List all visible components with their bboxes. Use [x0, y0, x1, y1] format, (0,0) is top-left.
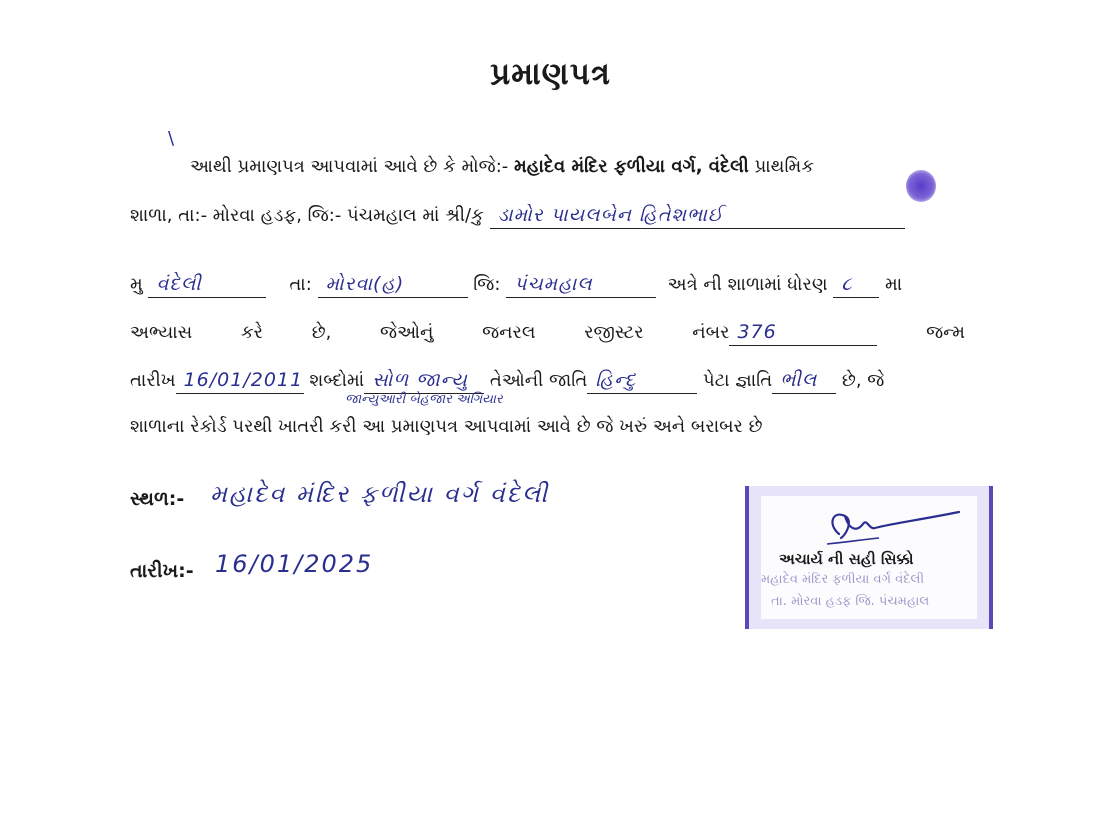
- certificate-title: પ્રમાણપત્ર: [490, 56, 611, 92]
- dob-words-field: [364, 367, 484, 394]
- dob-label: તારીખ: [130, 370, 176, 391]
- intro-text: આથી પ્રમાણપત્ર આપવામાં આવે છે કે મોજે:-: [190, 156, 509, 177]
- caste-label: તેઓની જાતિ: [489, 370, 588, 391]
- date-value: 16/01/2025: [215, 550, 374, 578]
- stamp-faint-line-1: મહાદેવ મંદિર ફળીયા વર્ગ વંદેલી: [761, 572, 925, 587]
- school-text: અત્રે ની શાળામાં ધોરણ: [667, 274, 828, 295]
- word-3: છે,: [311, 322, 332, 343]
- pen-tick-mark: \: [168, 128, 175, 149]
- word-4: જેઓનું: [380, 322, 434, 343]
- district: પંચમહાલ: [514, 273, 593, 295]
- place-label: સ્થળ:-: [130, 488, 185, 510]
- district-field: [506, 271, 656, 298]
- district-label: જિ:: [473, 274, 501, 295]
- ma-label: મા: [885, 274, 903, 295]
- taluka-field: [318, 271, 468, 298]
- student-name-field: [490, 202, 905, 229]
- standard: ૮: [841, 273, 853, 295]
- janm-label: જન્મ: [926, 322, 965, 343]
- dob-words: સોળ જાન્યુ: [372, 369, 468, 391]
- dob: 16/01/2011: [183, 369, 304, 391]
- caste-field: [587, 367, 697, 394]
- line-address: [130, 268, 970, 302]
- subcaste-label: પેટા જ્ઞાતિ: [703, 370, 773, 391]
- taluka: મોરવા(હ): [325, 273, 405, 295]
- line-intro: [190, 150, 1030, 184]
- line-register: [130, 316, 970, 350]
- birth-line-end: છે, જે: [841, 370, 885, 391]
- student-name: ડામોર પાયલબેન હિતેશભાઈ: [497, 204, 724, 226]
- dob-field: [176, 367, 304, 394]
- register-number: 376: [737, 321, 777, 343]
- line-birth: [130, 364, 970, 398]
- word-5: જનરલ: [482, 322, 536, 343]
- dob-words-label: શબ્દોમાં: [309, 370, 365, 391]
- dob-words-note: જાન્યુઆરી બેહજાર અગિયાર: [345, 392, 503, 407]
- register-number-field: [729, 319, 877, 346]
- village: વંદેલી: [156, 273, 202, 295]
- word-1: અભ્યાસ: [130, 322, 193, 343]
- stamp-faint-line-2: તા. મોરવા હડફ જિ. પંચમહાલ: [771, 594, 930, 609]
- place-value: મહાદેવ મંદિર ફળીયા વર્ગ વંદેલી: [210, 480, 550, 508]
- location-text: શાળા, તા:- મોરવા હડફ, જિ:- પંચમહાલ માં શ્રી/કુ: [130, 205, 484, 226]
- line-declaration: શાળાના રેકોર્ડ પરથી ખાતરી કરી આ પ્રમાણપત્ર આપવામાં આવે છે જે ખરું અને બરાબર છે: [130, 416, 763, 437]
- word-7: નંબર: [692, 322, 730, 343]
- date-label: તારીખ:-: [130, 560, 194, 582]
- school-name: મહાદેવ મંદિર ફળીયા વર્ગ, વંદેલી: [514, 156, 749, 177]
- word-2: કરે: [240, 322, 263, 343]
- subcaste-field: [772, 367, 836, 394]
- std-field: [833, 271, 879, 298]
- subcaste: ભીલ: [780, 369, 818, 391]
- village-field: [148, 271, 266, 298]
- principal-signature: [819, 504, 969, 548]
- school-type: પ્રાથમિક: [754, 156, 814, 177]
- principal-stamp: [745, 486, 993, 629]
- taluka-label: તા:: [289, 274, 312, 295]
- word-6: રજીસ્ટર: [584, 322, 644, 343]
- mu-label: મુ: [130, 274, 143, 295]
- caste: હિન્દુ: [595, 369, 637, 391]
- line-student: [130, 199, 970, 233]
- stamp-caption: અચાર્ય ની સહી સિક્કો: [779, 550, 914, 568]
